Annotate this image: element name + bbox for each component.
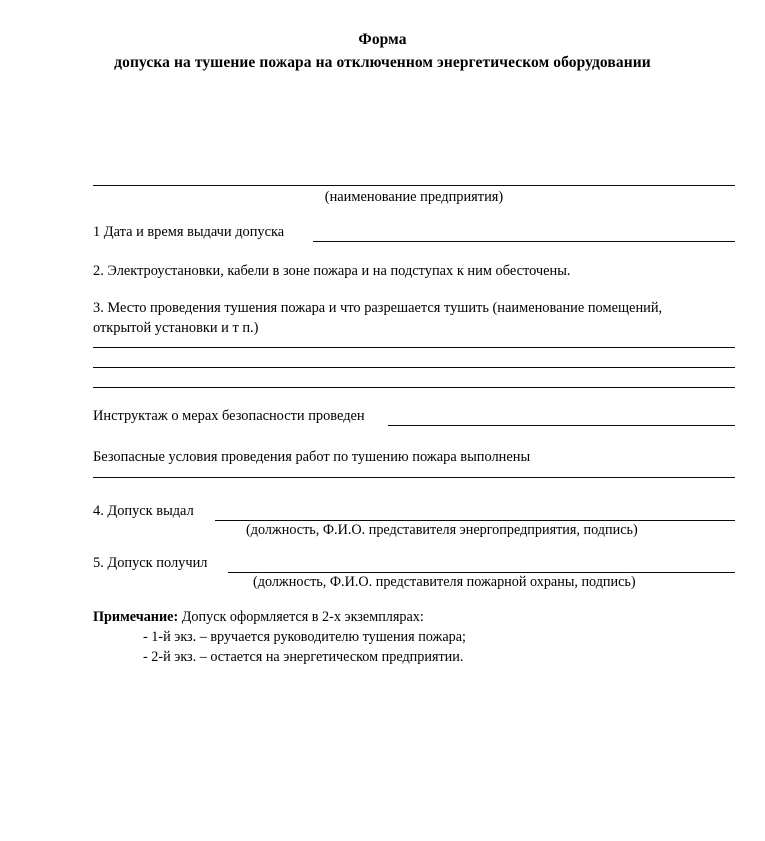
item-1-fill-line[interactable] bbox=[313, 241, 735, 242]
briefing-label: Инструктаж о мерах безопасности проведен bbox=[93, 408, 365, 424]
item-3-line-2: открытой установки и т п.) bbox=[93, 320, 259, 336]
title-line-1: Форма bbox=[358, 31, 407, 48]
item-4-caption: (должность, Ф.И.О. представителя энергопредприятия, подпись) bbox=[246, 522, 638, 538]
enterprise-name-caption: (наименование предприятия) bbox=[324, 189, 504, 205]
item-3-blank-rule-1[interactable] bbox=[93, 347, 735, 348]
item-4-label: 4. Допуск выдал bbox=[93, 503, 194, 519]
safe-conditions-label: Безопасные условия проведения работ по тушению пожара выполнены bbox=[93, 449, 531, 465]
briefing-fill-line[interactable] bbox=[388, 425, 735, 426]
enterprise-name-rule[interactable] bbox=[93, 185, 735, 186]
note-intro-text: Допуск оформляется в 2-х экземплярах: bbox=[181, 609, 424, 625]
note-bullet-2: - 2-й экз. – остается на энергетическом предприятии. bbox=[143, 649, 464, 665]
note-intro-line bbox=[93, 608, 424, 627]
title-line-2: допуска на тушение пожара на отключенном энергетическом оборудовании bbox=[114, 54, 651, 71]
item-3-blank-rule-3[interactable] bbox=[93, 387, 735, 388]
safe-conditions-rule[interactable] bbox=[93, 477, 735, 478]
item-1-label: 1 Дата и время выдачи допуска bbox=[93, 224, 285, 240]
item-3-blank-rule-2[interactable] bbox=[93, 367, 735, 368]
item-5-caption: (должность, Ф.И.О. представителя пожарной охраны, подпись) bbox=[253, 574, 636, 590]
note-bullet-1: - 1-й экз. – вручается руководителю тушения пожара; bbox=[143, 629, 466, 645]
item-5-label: 5. Допуск получил bbox=[93, 555, 208, 571]
note-label: Примечание: bbox=[93, 609, 179, 625]
document-title bbox=[0, 28, 765, 74]
item-2-label: 2. Электроустановки, кабели в зоне пожара и на подступах к ним обесточены. bbox=[93, 263, 571, 279]
item-3-line-1: 3. Место проведения тушения пожара и что разрешается тушить (наименование помещений, bbox=[93, 300, 663, 316]
